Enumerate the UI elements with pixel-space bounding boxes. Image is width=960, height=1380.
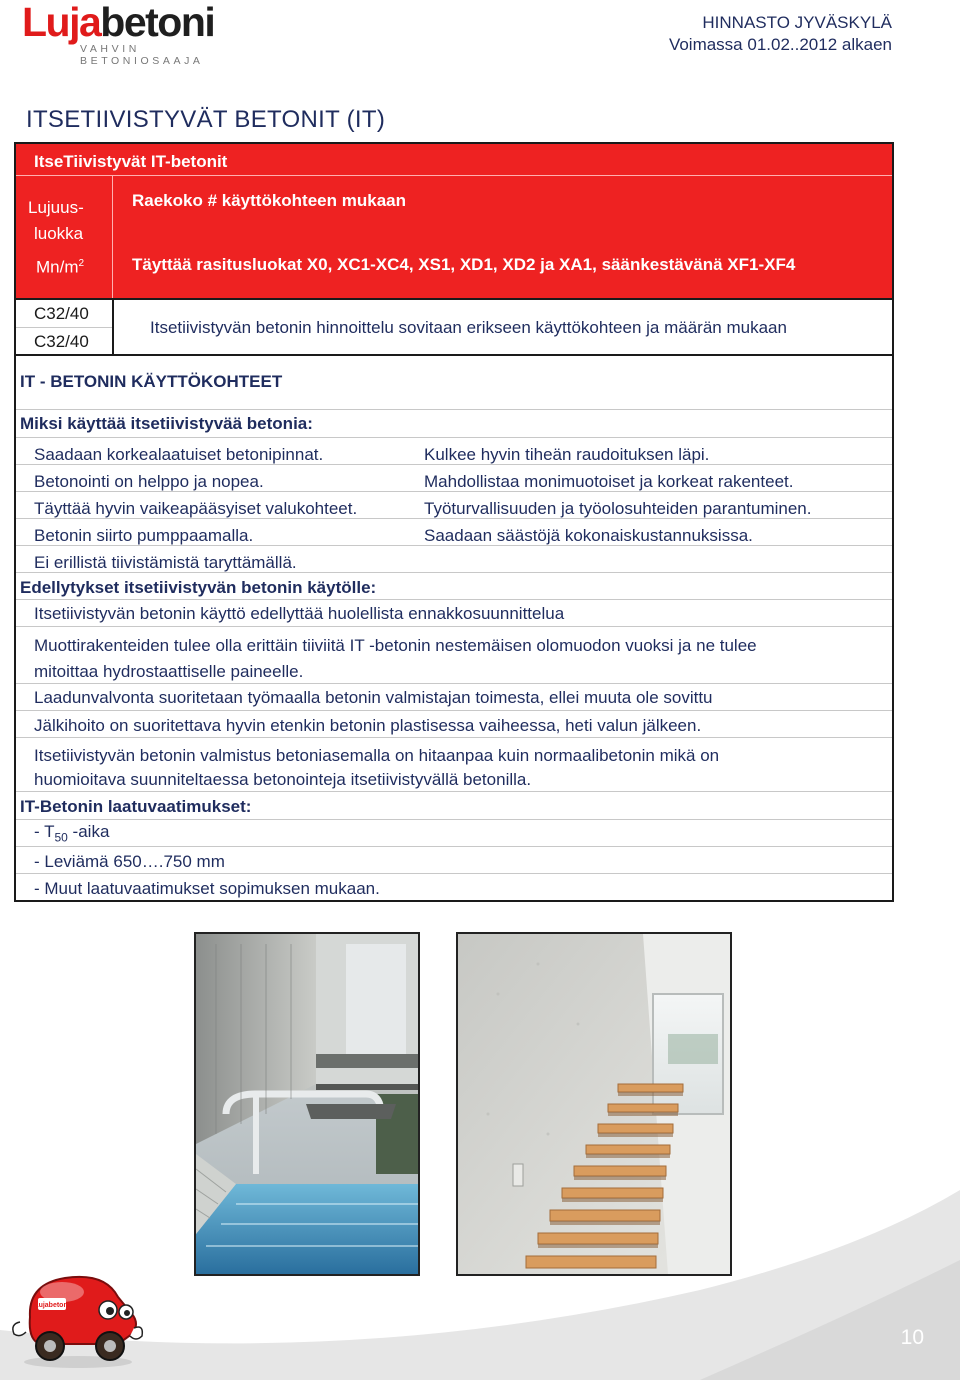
benefit-item: Mahdollistaa monimuotoiset ja korkeat rakenteet.: [424, 472, 794, 491]
brand-tagline: VAHVIN BETONIOSAAJA: [80, 43, 204, 67]
benefit-item: Saadaan säästöjä kokonaiskustannuksissa.: [424, 526, 753, 545]
strength-unit-superscript: 2: [78, 258, 85, 269]
requirement-formwork-cont: mitoittaa hydrostaattiselle paineelle.: [34, 662, 304, 681]
divider: [16, 175, 892, 176]
divider: [16, 298, 892, 300]
requirement-production-cont: huomioitava suunniteltaessa betonointeja itsetiivistyvällä betonilla.: [34, 770, 532, 789]
requirement-quality-control: Laadunvalvonta suoritetaan työmaalla betonin valmistajan toimesta, ellei muuta ole sovittu: [34, 688, 713, 707]
benefit-item: Täyttää hyvin vaikeapääsyiset valukohteet.: [34, 499, 358, 518]
quality-heading: IT-Betonin laatuvaatimukset:: [20, 797, 252, 816]
benefit-item: Saadaan korkealaatuiset betonipinnat.: [34, 445, 324, 464]
divider: [16, 683, 892, 684]
divider: [16, 873, 892, 874]
strength-unit-text: Mn/m: [36, 257, 79, 277]
why-heading: Miksi käyttää itsetiivistyvää betonia:: [20, 414, 313, 433]
mascot-truck: [10, 1262, 146, 1370]
pricelist-title: HINNASTO JYVÄSKYLÄ: [702, 13, 892, 32]
divider: [112, 176, 113, 298]
benefit-item: Betonointi on helppo ja nopea.: [34, 472, 264, 491]
requirement-curing: Jälkihoito on suoritettava hyvin etenkin betonin plastisessa vaiheessa, heti valun jälkeen.: [34, 716, 702, 735]
benefit-item: Kulkee hyvin tiheän raudoituksen läpi.: [424, 445, 710, 464]
quality-t50-prefix: - T: [34, 822, 55, 841]
divider: [16, 846, 892, 847]
benefit-item: Työturvallisuuden ja työolosuhteiden parantuminen.: [424, 499, 812, 518]
grain-size-note: Raekoko # käyttökohteen mukaan: [132, 191, 406, 210]
divider: [16, 572, 892, 573]
divider: [16, 409, 892, 410]
table-header: [16, 144, 892, 298]
exposure-classes: Täyttää rasitusluokat X0, XC1-XC4, XS1, XD1, XD2 ja XA1, säänkestävänä XF1-XF4: [132, 255, 796, 274]
divider: [16, 327, 112, 328]
requirements-heading: Edellytykset itsetiivistyvän betonin käytölle:: [20, 578, 377, 597]
divider: [16, 437, 892, 438]
strength-unit: [36, 254, 84, 278]
divider: [16, 626, 892, 627]
divider: [16, 518, 892, 519]
benefit-item: Betonin siirto pumppaamalla.: [34, 526, 254, 545]
strength-label-line2: luokka: [34, 224, 84, 243]
validity-date: Voimassa 01.02..2012 alkaen: [668, 35, 892, 54]
brand-wordmark-dark: betoni: [100, 0, 215, 45]
requirement-production: Itsetiivistyvän betonin valmistus betoniasemalla on hitaanpaa kuin normaalibetonin mikä on: [34, 746, 720, 765]
divider: [16, 710, 892, 711]
requirement-planning: Itsetiivistyvän betonin käyttö edellyttää huolellista ennakkosuunnittelua: [34, 604, 565, 623]
quality-t50-suffix: -aika: [67, 822, 110, 841]
brand-wordmark: [22, 0, 252, 45]
benefit-item: Ei erillistä tiivistämistä taryttämällä.: [34, 553, 297, 572]
document-header-info: [669, 12, 892, 56]
strength-label-line1: Lujuus-: [28, 198, 84, 217]
section-label: ItseTiivistyvät IT-betonit: [34, 152, 228, 171]
divider: [16, 791, 892, 792]
quality-spread: - Leviämä 650….750 mm: [34, 852, 225, 871]
page-number: 10: [900, 1326, 924, 1349]
uses-heading: IT - BETONIN KÄYTTÖKOHTEET: [20, 372, 283, 391]
mascot-truck-image: [10, 1262, 146, 1370]
divider: [16, 545, 892, 546]
divider: [16, 737, 892, 738]
strength-class-1: C32/40: [34, 304, 89, 323]
quality-other: - Muut laatuvaatimukset sopimuksen mukaan.: [34, 879, 380, 898]
brand-logo: [22, 0, 252, 67]
divider: [16, 599, 892, 600]
product-table: [14, 142, 894, 902]
pricing-note: Itsetiivistyvän betonin hinnoittelu sovitaan erikseen käyttökohteen ja määrän mukaan: [150, 318, 787, 337]
strength-class-2: C32/40: [34, 332, 89, 351]
quality-t50: [34, 822, 109, 847]
divider: [16, 819, 892, 820]
requirement-formwork: Muottirakenteiden tulee olla erittäin tiiviitä IT -betonin nestemäisen olomuodon vuoksi ja ne tulee: [34, 636, 757, 655]
page-title: ITSETIIVISTYVÄT BETONIT (IT): [26, 106, 386, 133]
mascot-label: Lujabetoni: [34, 1302, 70, 1309]
divider: [112, 300, 114, 354]
quality-t50-subscript: 50: [54, 830, 68, 845]
divider: [16, 491, 892, 492]
divider: [16, 464, 892, 465]
divider: [16, 354, 892, 356]
brand-wordmark-red: Luja: [22, 0, 101, 45]
